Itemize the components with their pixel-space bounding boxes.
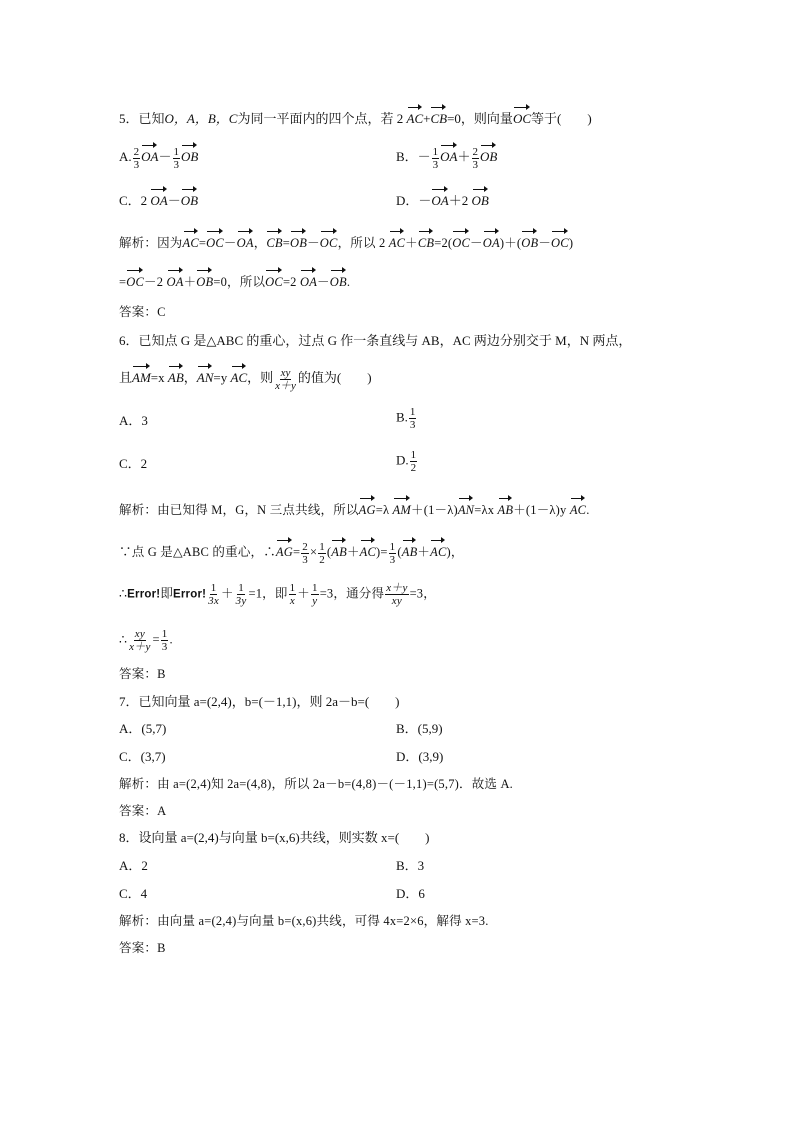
q8-option-c: C．4 [119, 886, 148, 901]
q6-number: 6． [119, 333, 139, 348]
q5-option-d: D．－OA＋2 OB [396, 186, 489, 210]
q8-option-b: B．3 [396, 858, 425, 873]
q6-option-d: D. $\frac{1}{2}$ [396, 449, 417, 474]
q5-option-c: C．2 OA－OB [119, 186, 198, 210]
q6-solution-line3: ∴Error!即Error! $\frac{1}{3x}$ ＋ $\frac{1}{3y}$ =1，即 $\frac{1}{x}$ ＋ $\frac{1}{y}$ =3，通分得 $\frac{x+y}{xy}$ =3， [119, 582, 436, 607]
q6-solution-line2: ∵点 G 是△ABC 的重心，∴AG= $\frac{2}{3}$ × $\frac{1}{2}$ (AB＋AC)= $\frac{1}{3}$ (AB＋AC)， [119, 537, 464, 566]
q6-solution-line4: ∴ $\frac{xy}{x+y}$ = $\frac{1}{3}$ . [119, 628, 173, 653]
q6-option-c: C．2 [119, 456, 148, 471]
q7-solution: 解析：由 a=(2,4)知 2a=(4,8)，所以 2a－b=(4,8)－(－1,1)=(5,7)．故选 A. [119, 777, 513, 791]
q6-option-b: B. $\frac{1}{3}$ [396, 406, 416, 431]
q5-solution-line1: 解析：因为AC=OC－OA，CB=OB－OC，所以 2 AC＋CB=2(OC－OA)＋(OB－OC) [119, 228, 573, 252]
q7-answer: 答案：A [119, 804, 167, 818]
q5-stem: 5．已知O，A，B，C为同一平面内的四个点，若 2 AC+CB=0，则向量OC等于( ) [119, 104, 592, 128]
q6-option-a: A．3 [119, 413, 148, 428]
q6-answer: 答案：B [119, 667, 166, 681]
q5-option-b: B．－ $\frac{1}{3}$ OA＋ $\frac{2}{3}$ OB [396, 142, 497, 171]
q7-option-a: A．(5,7) [119, 721, 167, 736]
q8-answer: 答案：B [119, 941, 166, 955]
q7-option-b: B．(5,9) [396, 721, 443, 736]
q7-option-c: C．(3,7) [119, 749, 166, 764]
q5-answer: 答案：C [119, 305, 166, 319]
q6-solution-line1: 解析：由已知得 M，G，N 三点共线，所以AG=λ AM＋(1－λ)AN=λx AB＋(1－λ)y AC. [119, 495, 590, 519]
q8-solution: 解析：由向量 a=(2,4)与向量 b=(x,6)共线，可得 4x=2×6，解得 x=3. [119, 914, 489, 928]
q5-option-a: A. $\frac{2}{3}$ OA－ $\frac{1}{3}$ OB [119, 142, 198, 171]
q7-option-d: D．(3,9) [396, 749, 444, 764]
q8-option-d: D．6 [396, 886, 425, 901]
q8-option-a: A．2 [119, 858, 148, 873]
q5-number: 5． [119, 111, 139, 126]
q8-stem: 8．设向量 a=(2,4)与向量 b=(x,6)共线，则实数 x=( ) [119, 830, 430, 845]
q6-stem-line2: 且AM=x AB，AN=y AC，则 $\frac{xy}{x+y}$ 的值为( ) [119, 363, 372, 392]
q6-stem-line1: 6．已知点 G 是△ABC 的重心，过点 G 作一条直线与 AB，AC 两边分别交于 M，N 两点， [119, 333, 632, 348]
q7-stem: 7．已知向量 a=(2,4)，b=(－1,1)，则 2a－b=( ) [119, 694, 400, 709]
q5-solution-line2: =OC－2 OA＋OB=0，所以OC=2 OA－OB. [119, 267, 350, 291]
